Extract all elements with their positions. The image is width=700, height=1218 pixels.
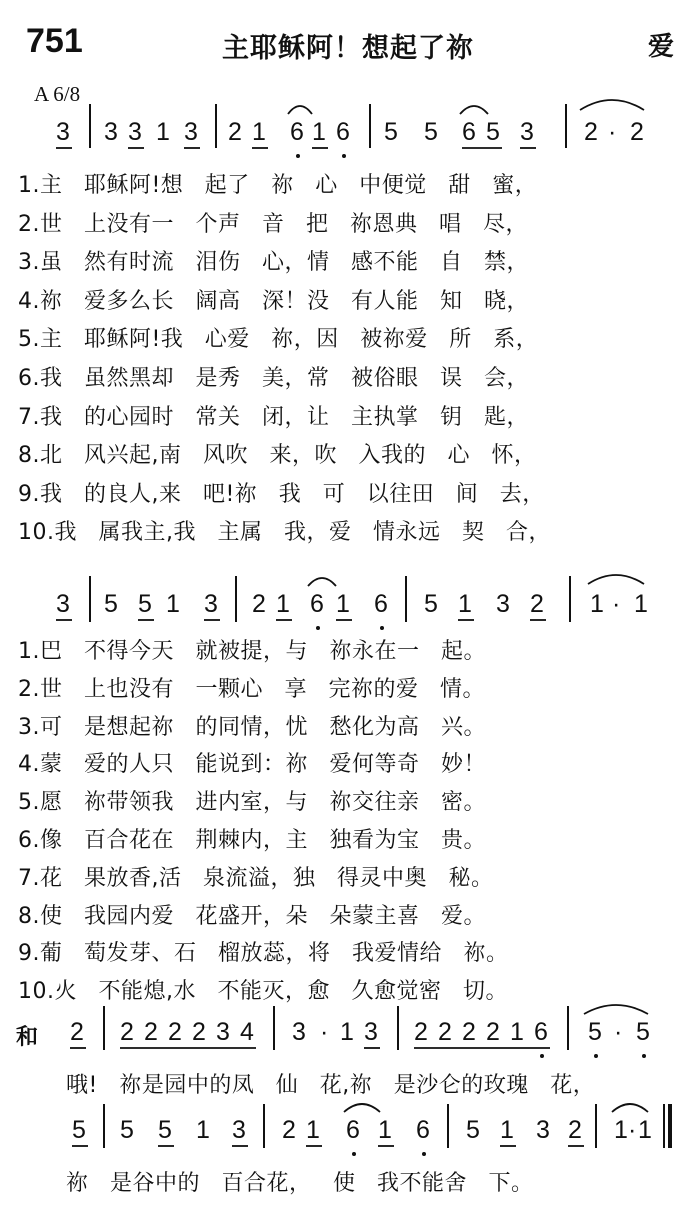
svg-text:2: 2 [630,118,644,146]
svg-text:·: · [612,590,621,618]
chorus-staff-1 [0,1000,700,1070]
svg-text:3: 3 [292,1018,306,1046]
staff-2-slurs [308,575,644,586]
svg-text:1: 1 [252,118,266,146]
hymn-number: 751 [26,22,83,60]
svg-text:2: 2 [70,1018,84,1046]
svg-text:2: 2 [168,1018,182,1046]
svg-text:5: 5 [138,590,152,618]
svg-text:6: 6 [416,1116,430,1144]
svg-text:1: 1 [378,1116,392,1144]
svg-text:6: 6 [290,118,304,146]
svg-text:·: · [628,1116,637,1144]
staff-1-slurs [288,100,644,114]
svg-text:1: 1 [156,118,170,146]
svg-text:2: 2 [486,1018,500,1046]
verse-line: 1.主 耶稣阿!想 起了 祢 心 中便觉 甜 蜜， [18,173,538,198]
verse-line: 4.祢 爱多么长 阔高 深！没 有人能 知 晓， [18,288,529,314]
verse-line: 7.花 果放香,活 泉流溢，独 得灵中奥 秘。 [18,865,494,891]
svg-text:1: 1 [634,590,648,618]
svg-text:3: 3 [204,590,218,618]
svg-text:2: 2 [462,1018,476,1046]
svg-text:5: 5 [486,118,500,146]
svg-text:6: 6 [336,118,350,146]
svg-text:3: 3 [56,590,70,618]
staff-1-notes [56,118,644,146]
verse-line: 5.愿 祢带领我 进内室，与 祢交往亲 密。 [18,790,486,816]
verse-line: 6.像 百合花在 荆棘内，主 独看为宝 贵。 [18,828,486,853]
chorus-2-notes [72,1116,652,1144]
svg-text:1: 1 [196,1116,210,1144]
verse-line: 9.我 的良人,来 吧!祢 我 可 以往田 间 去， [18,481,545,507]
svg-text:1: 1 [500,1116,514,1144]
verse-line: 6.我 虽然黑却 是秀 美，常 被俗眼 误 会， [18,366,529,391]
verse-line: 3.虽 然有时流 泪伤 心，情 感不能 自 禁， [18,250,529,276]
svg-text:1: 1 [312,118,326,146]
svg-text:2: 2 [192,1018,206,1046]
chorus-lyrics-1: 哦! 祢是园中的凤 仙 花,祢 是沙仑的玫瑰 花， [66,1073,596,1098]
svg-text:·: · [608,118,617,146]
staff-1-dots [296,154,346,158]
svg-text:6: 6 [534,1018,548,1046]
svg-text:3: 3 [536,1116,550,1144]
svg-text:2: 2 [144,1018,158,1046]
svg-text:5: 5 [424,590,438,618]
svg-text:3: 3 [56,118,70,146]
svg-text:1: 1 [340,1018,354,1046]
svg-text:1: 1 [458,590,472,618]
chorus-1-notes [70,1018,650,1046]
chorus-1-slurs [584,1005,648,1014]
hymn-title: 主耶稣阿！想起了祢 [222,33,474,64]
verse-line: 10.火 不能熄,水 不能灭，愈 久愈觉密 切。 [18,979,508,1005]
svg-text:3: 3 [364,1018,378,1046]
svg-text:2: 2 [530,590,544,618]
svg-text:5: 5 [424,118,438,146]
svg-text:2: 2 [584,118,598,146]
svg-text:1: 1 [590,590,604,618]
verse-line: 7.我 的心园时 常关 闭，让 主执掌 钥 匙， [18,404,529,430]
staff-2-dots [316,626,384,630]
svg-text:1: 1 [166,590,180,618]
svg-text:3: 3 [216,1018,230,1046]
chorus-1-dots [540,1054,646,1058]
svg-text:5: 5 [384,118,398,146]
svg-text:6: 6 [462,118,476,146]
svg-text:1: 1 [510,1018,524,1046]
svg-text:1: 1 [306,1116,320,1144]
chorus-lyrics-2: 祢 是谷中的 百合花， 使 我不能舍 下。 [66,1171,534,1196]
svg-text:1: 1 [638,1116,652,1144]
svg-text:4: 4 [240,1018,254,1046]
svg-text:1: 1 [336,590,350,618]
verse-line: 8.使 我园内爱 花盛开，朵 朵蒙主喜 爱。 [18,903,486,929]
svg-text:1: 1 [276,590,290,618]
svg-text:6: 6 [374,590,388,618]
svg-text:6: 6 [310,590,324,618]
chorus-2-dots [352,1152,426,1156]
svg-text:2: 2 [568,1116,582,1144]
verse-line: 3.可 是想起祢 的同情，忧 愁化为高 兴。 [18,714,486,740]
svg-text:2: 2 [438,1018,452,1046]
svg-text:·: · [614,1018,623,1046]
svg-text:2: 2 [414,1018,428,1046]
verse-line: 2.世 上没有一 个声 音 把 祢恩典 唱 尽， [18,211,528,237]
svg-text:5: 5 [588,1018,602,1046]
svg-text:5: 5 [636,1018,650,1046]
svg-text:5: 5 [104,590,118,618]
svg-text:2: 2 [282,1116,296,1144]
verse-line: 8.北 风兴起,南 风吹 来，吹 入我的 心 怀， [18,443,537,469]
hymn-category: 爱 [648,32,675,62]
svg-text:2: 2 [228,118,242,146]
svg-text:3: 3 [232,1116,246,1144]
verse-line: 10.我 属我主,我 主属 我，爱 情永远 契 合， [18,520,551,546]
svg-text:3: 3 [184,118,198,146]
svg-text:3: 3 [128,118,142,146]
svg-text:·: · [320,1018,329,1046]
svg-text:6: 6 [346,1116,360,1144]
chorus-label: 和 [16,1025,39,1050]
chorus-staff-2 [0,1098,700,1168]
verse-line: 9.葡 萄发芽、石 榴放蕊，将 我爱情给 祢。 [18,941,509,967]
chorus-2-slurs [344,1104,648,1112]
verse-line: 5.主 耶稣阿!我 心爱 祢，因 被祢爱 所 系， [18,327,539,353]
svg-text:5: 5 [72,1116,86,1144]
svg-text:2: 2 [120,1018,134,1046]
verse-line: 2.世 上也没有 一颗心 享 完祢的爱 情。 [18,676,485,702]
svg-text:2: 2 [252,590,266,618]
verse-line: 4.蒙 爱的人只 能说到：祢 爱何等奇 妙！ [18,752,486,778]
svg-text:5: 5 [120,1116,134,1144]
svg-text:3: 3 [520,118,534,146]
staff-2-notes [56,590,648,618]
verse-line: 1.巴 不得今天 就被提，与 祢永在一 起。 [18,639,486,664]
svg-text:5: 5 [466,1116,480,1144]
svg-text:3: 3 [496,590,510,618]
key-signature: A 6/8 [34,82,81,106]
svg-text:1: 1 [614,1116,628,1144]
svg-text:3: 3 [104,118,118,146]
svg-text:5: 5 [158,1116,172,1144]
